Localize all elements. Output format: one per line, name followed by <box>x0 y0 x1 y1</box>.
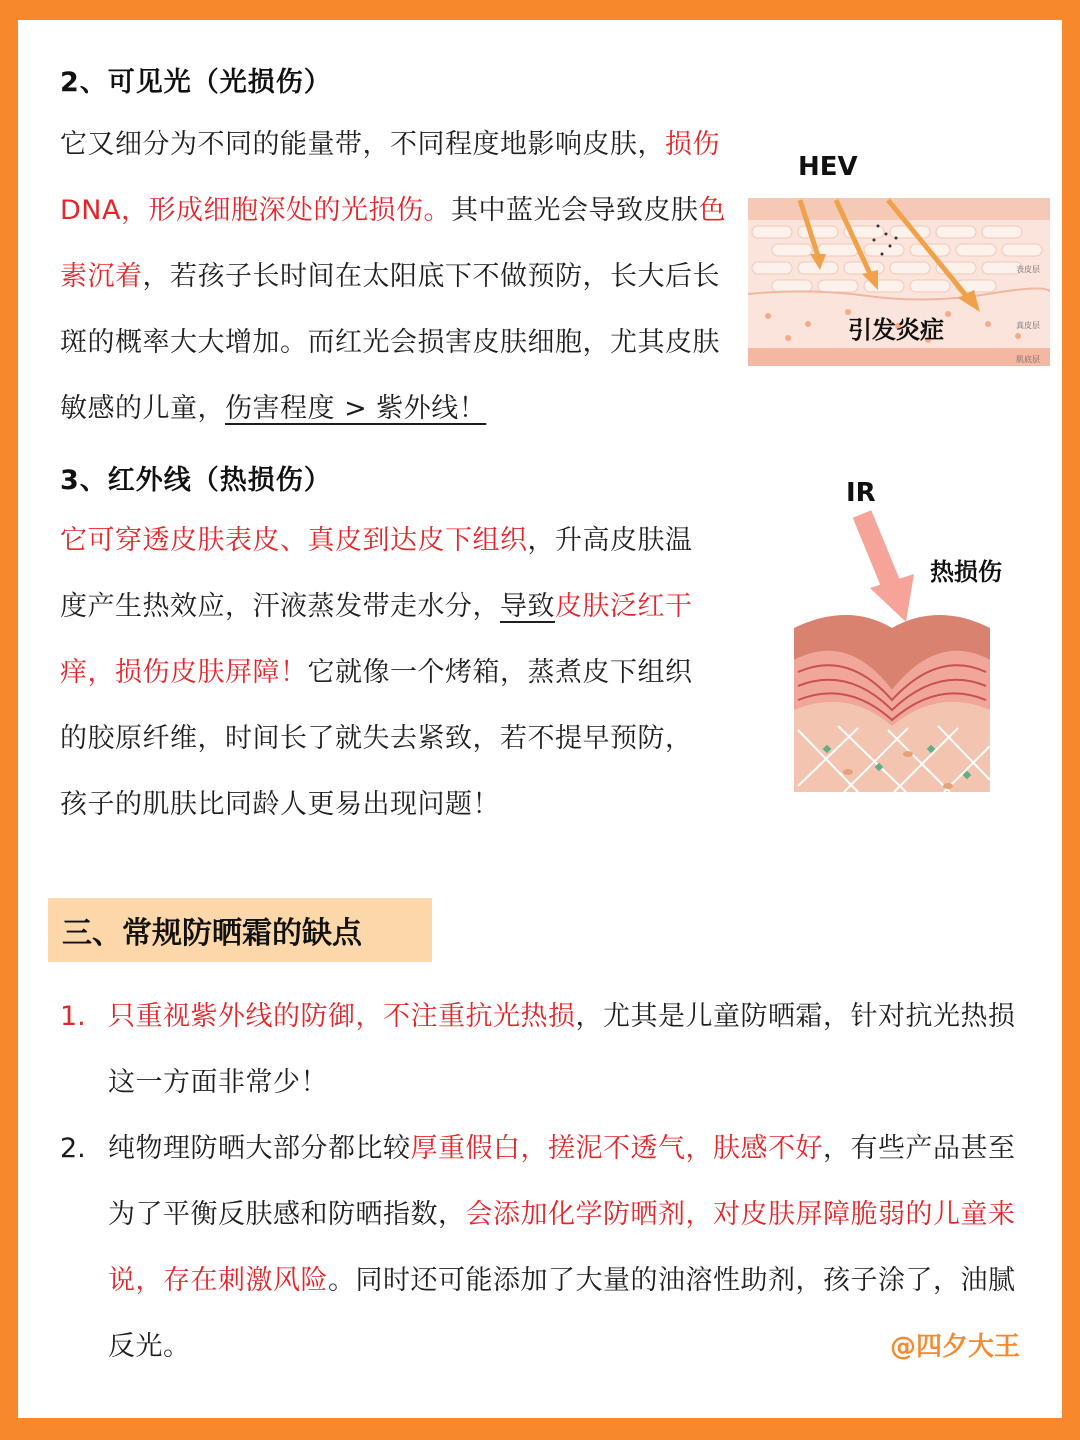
list-number: 1. <box>60 1001 86 1032</box>
section3-heading: 3、红外线（热损伤） <box>60 465 332 496</box>
list-item-text-c: 。同时还可能添加了大量的油溶性助剂，孩子涂了，油腻反光。 <box>108 1265 1016 1362</box>
section2-underlined-text: 伤害程度 > 紫外线！ <box>225 393 487 424</box>
list-item-text-a: 纯物理防晒大部分都比较 <box>108 1133 411 1164</box>
section3-text-1: ，升高皮肤温度产生热效应，汗液蒸发带走水分， <box>60 525 693 622</box>
layer-label-base: 肌底层 <box>1016 355 1040 364</box>
section3-paragraph <box>60 508 710 838</box>
list-item-rest-text: ，尤其是儿童防晒霜，针对抗光热损这一方面非常少！ <box>108 1001 1016 1098</box>
list-item <box>60 984 1020 1116</box>
hev-overlay-text: 引发炎症 <box>848 316 944 344</box>
drawbacks-list <box>60 984 1020 1380</box>
section2-red-text-2: 色素沉着 <box>60 195 726 292</box>
section2-text-2: 其中蓝光会导致皮肤 <box>450 195 699 226</box>
list-number: 2. <box>60 1133 86 1164</box>
section3-red-text-2: 皮肤泛红干痒，损伤皮肤屏障！ <box>60 591 693 688</box>
list-item <box>60 1116 1020 1380</box>
section2-heading: 2、可见光（光损伤） <box>60 67 332 98</box>
layer-label-dermis: 真皮层 <box>1016 321 1040 330</box>
ir-skin-diagram <box>788 510 998 796</box>
section2-text-3: ，若孩子长时间在太阳底下不做预防，长大后长斑的概率大大增加。而红光会损害皮肤细胞，尤其皮肤敏感的儿童， <box>60 261 720 424</box>
hev-label: HEV <box>798 152 858 182</box>
section2-paragraph <box>60 112 730 442</box>
list-item-red-text: 只重视紫外线的防御，不注重抗光热损 <box>108 1001 576 1032</box>
section3-text-2: 它就像一个烤箱，蒸煮皮下组织的胶原纤维，时间长了就失去紧致，若不提早预防，孩子的肌肤比同龄人更易出现问题！ <box>60 657 693 820</box>
section2-red-text-1: 损伤DNA，形成细胞深处的光损伤。 <box>60 129 720 226</box>
list-item-red-text-1: 厚重假白，搓泥不透气，肤感不好 <box>410 1133 823 1164</box>
hev-skin-diagram <box>748 198 1050 366</box>
section2-text-1: 它又细分为不同的能量带，不同程度地影响皮肤， <box>60 129 665 160</box>
section3-red-text-1: 它可穿透皮肤表皮、真皮到达皮下组织 <box>60 525 528 556</box>
section-three-title: 三、常规防晒霜的缺点 <box>48 898 432 962</box>
document-page <box>18 20 1062 1418</box>
layer-label-epidermis: 表皮层 <box>1016 265 1040 274</box>
author-watermark: @四夕大王 <box>890 1332 1021 1362</box>
heat-damage-label: 热损伤 <box>930 558 1002 586</box>
list-item-red-text-2: 会添加化学防晒剂，对皮肤屏障脆弱的儿童来说，存在刺激风险 <box>108 1199 1016 1296</box>
list-item-text-b: ，有些产品甚至为了平衡反肤感和防晒指数， <box>108 1133 1016 1230</box>
section3-underlined-text: 导致 <box>500 591 555 622</box>
list-item-text <box>108 984 1020 1116</box>
ir-label: IR <box>846 478 876 508</box>
list-item-text <box>108 1116 1020 1380</box>
